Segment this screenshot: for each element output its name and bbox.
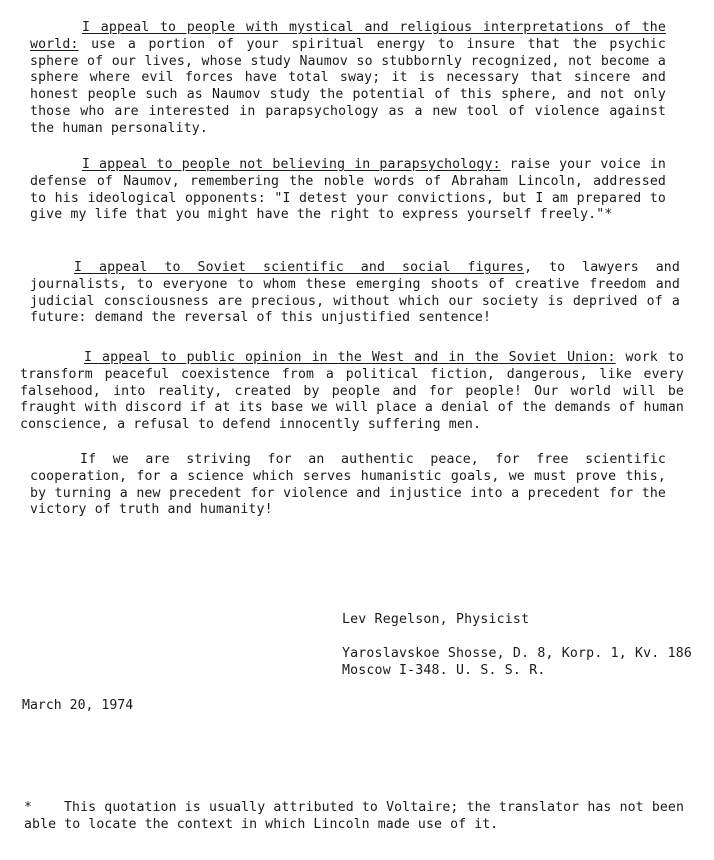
address-line-2: Moscow I-348. U. S. S. R. [342,663,546,678]
appeal-paragraph-religious [30,20,666,138]
closing-body: If we are striving for an authentic peace, for free scientific cooperation, for a science which serves humanistic goals, we must prove this, by turning a new precedent for violence and injustice into a precedent for the victory of truth and humanity! [30,452,666,518]
footnote-text: This quotation is usually attributed to Voltaire; the translator has not been able to locate the context in which Lincoln made use of it. [24,800,684,832]
appeal-lead: I appeal to Soviet scientific and social figures [74,260,525,275]
closing-paragraph [30,452,666,519]
appeal-lead: I appeal to people with mystical and religious interpretations of the world: [30,20,666,52]
appeal-paragraph-skeptics [30,157,666,224]
appeal-body: use a portion of your spiritual energy to insure that the psychic sphere of our lives, whose study Naumov so stubbornly recognized, not become a sphere where evil forces have total sway; it is necessary that sincere and honest people such as Naumov study the potential of this sphere, and not only those who are interested in parapsychology as a new tool of violence against the human personality. [30,36,666,136]
appeal-body: raise your voice in defense of Naumov, remembering the noble words of Abraham Lincoln, addressed to his ideological opponents: "I detest your convictions, but I am prepared to give my life that you might have the right to express yourself freely."* [30,157,666,223]
address-line-1: Yaroslavskoe Shosse, D. 8, Korp. 1, Kv. 186 [342,646,693,661]
appeal-body: , to lawyers and journalists, to everyone to whom these emerging shoots of creative freedom and judicial consciousness are precious, without which our society is deprived of a future: demand the reversal of this unjustified sentence! [30,260,680,326]
appeal-lead: I appeal to people not believing in parapsychology: [82,157,501,172]
footnote [24,800,684,834]
appeal-paragraph-soviet-figures [30,260,680,327]
appeal-body: work to transform peaceful coexistence from a political fiction, dangerous, like every falsehood, into reality, created by people and for people! Our world will be fraught with discord if at its base we will place a denial of the demands of human conscience, a refusal to defend innocently suffering men. [20,350,684,433]
signature-name: Lev Regelson, Physicist [342,612,530,627]
appeal-lead: I appeal to public opinion in the West and in the Soviet Union: [84,350,616,365]
letter-date: March 20, 1974 [22,698,134,713]
footnote-mark: * [24,800,33,815]
appeal-paragraph-public-opinion [20,350,684,434]
